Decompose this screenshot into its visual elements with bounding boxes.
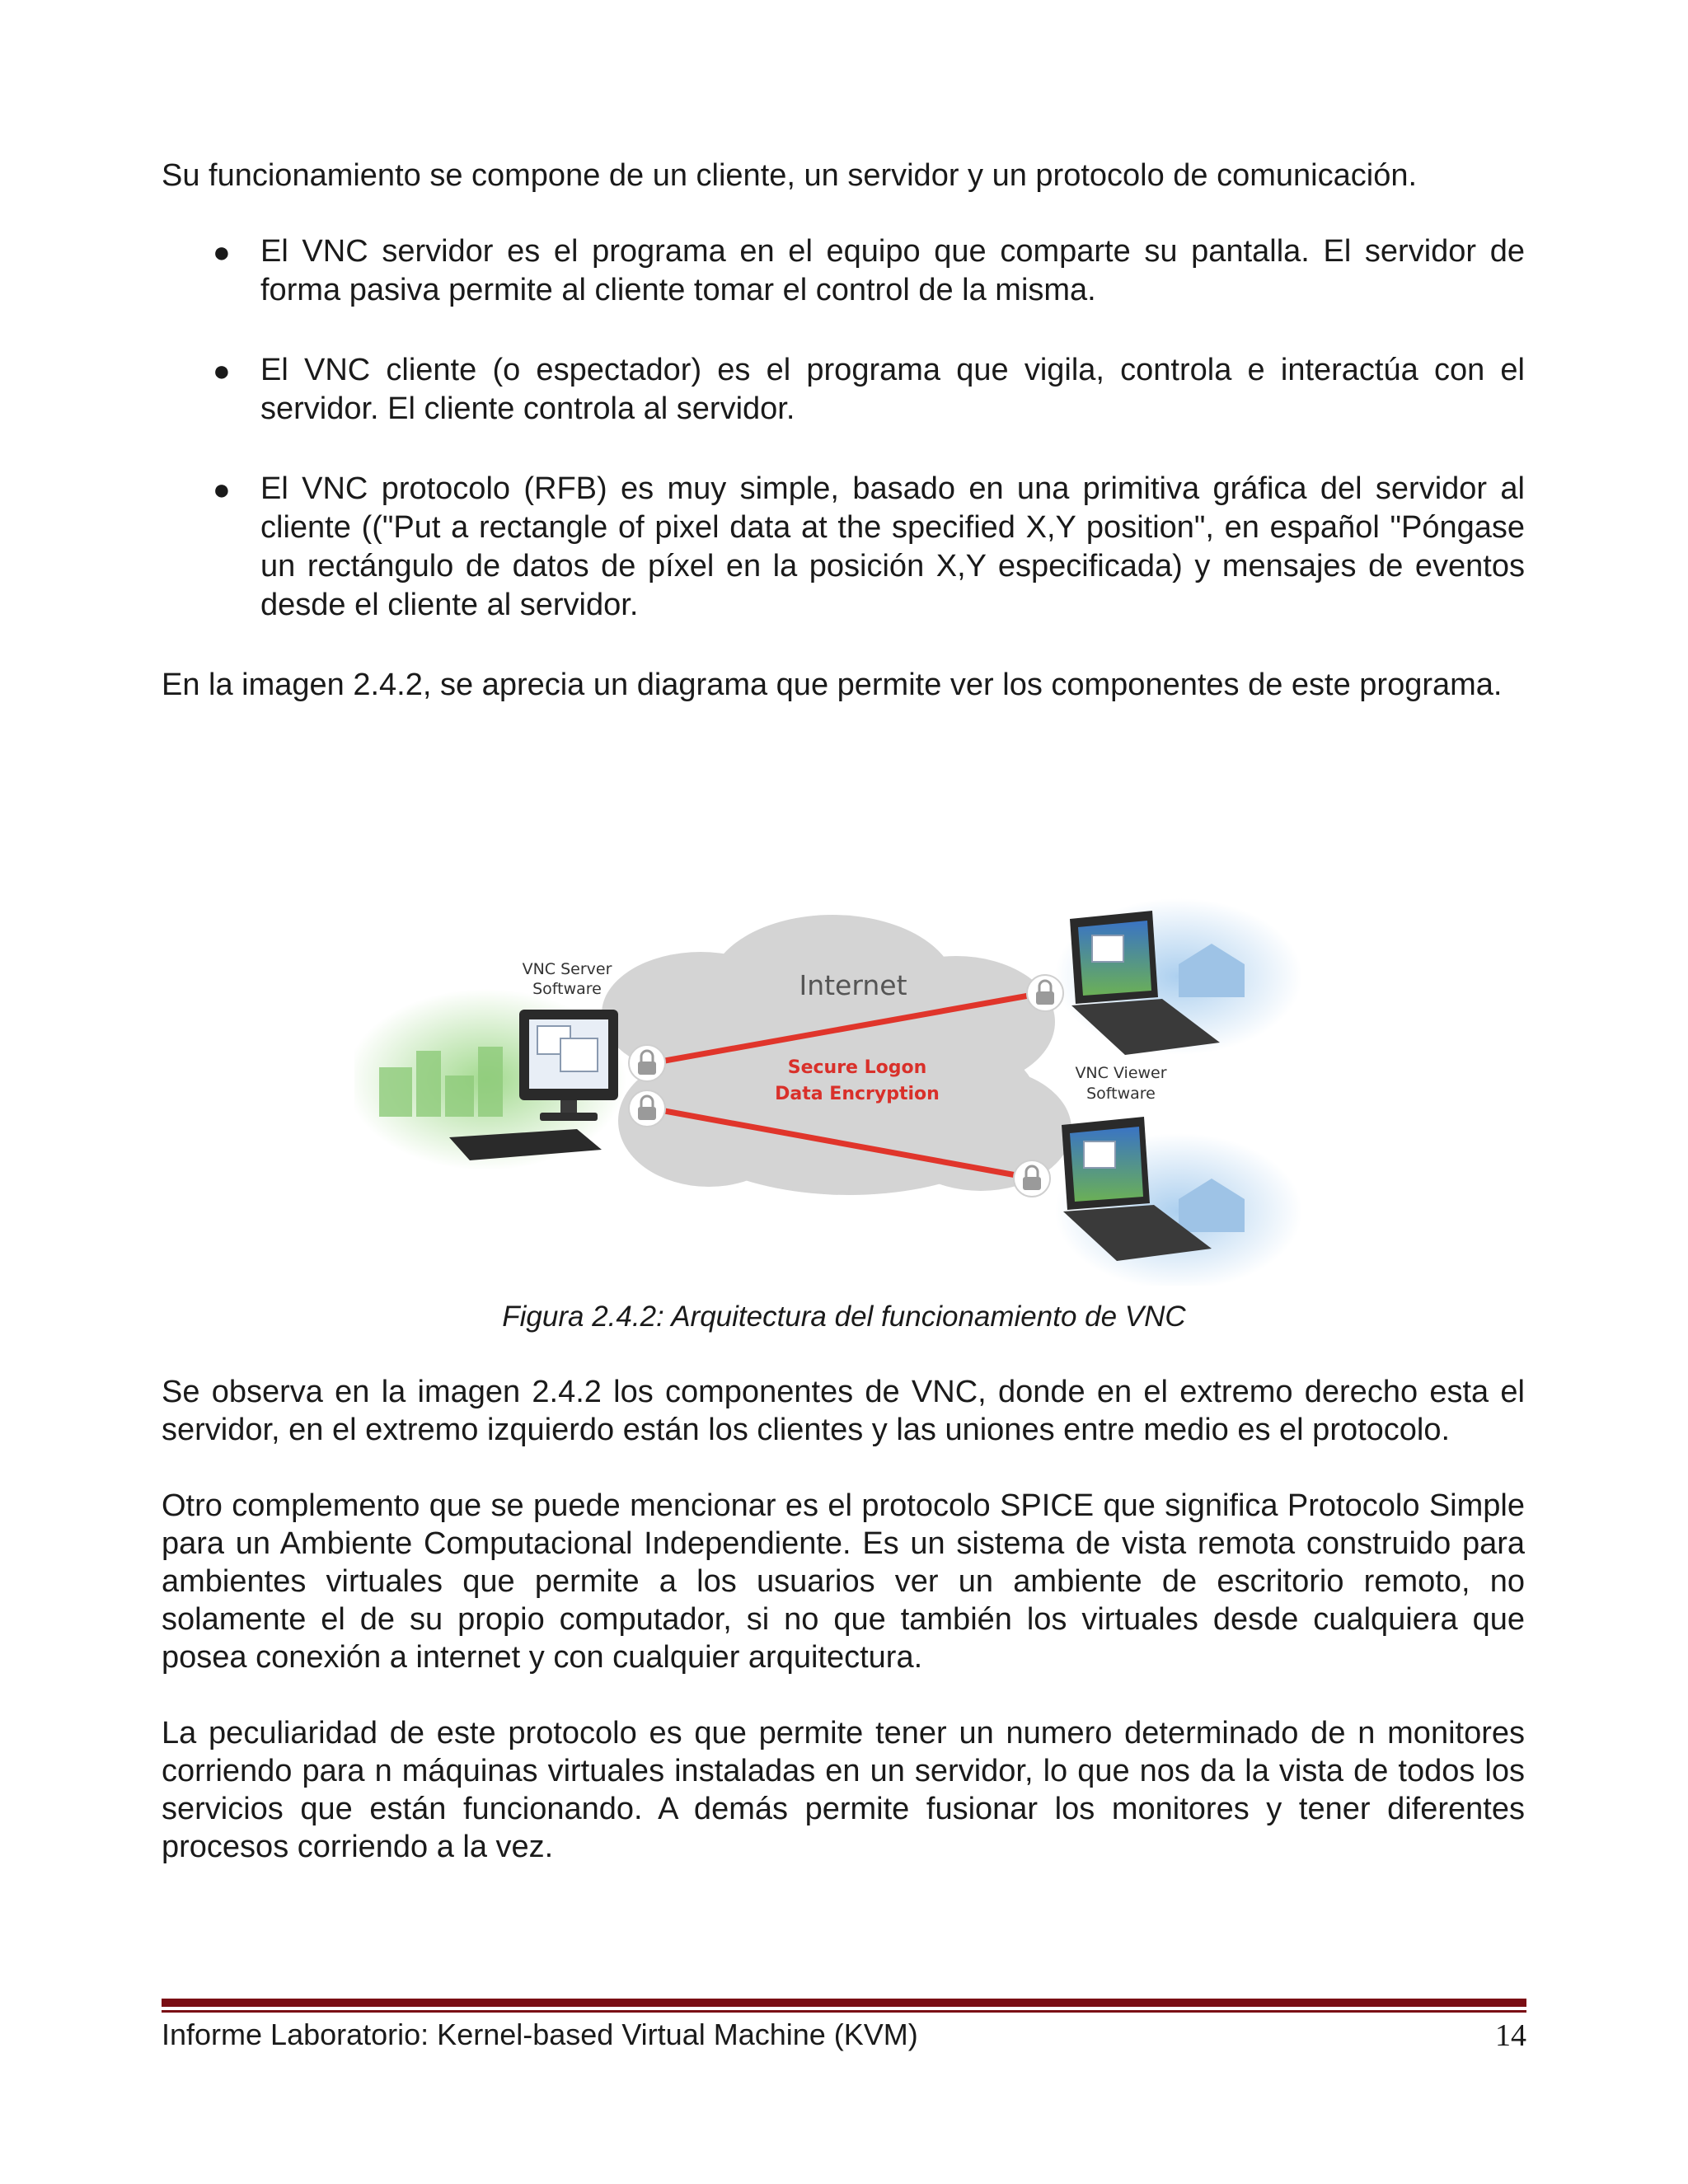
bullet-text: El VNC protocolo (RFB) es muy simple, basado en una primitiva gráfica del servidor al cliente (("Put a rectangle of pixel data at the specified X,Y position", en español "Póngase un rectángulo de datos de píxel en la posición X,Y especificada) y mensajes de eventos desde el cliente al servidor. bbox=[260, 471, 1525, 622]
paragraph: Otro complemento que se puede mencionar es el protocolo SPICE que significa Protocolo Simple para un Ambiente Computacional Independiente. Es un sistema de vista remota construido para ambientes virtuales que permite a los usuarios ver un ambiente de escritorio remoto, no solamente el de su propio computador, si no que también los virtuales desde cualquiera que posea conexión a internet y con cualquier arquitectura. bbox=[162, 1488, 1525, 1675]
bullet-dot-icon: ● bbox=[213, 472, 231, 506]
page-footer bbox=[162, 2018, 1526, 2052]
bullet-dot-icon: ● bbox=[213, 354, 231, 387]
footer-rule-thick bbox=[162, 1999, 1526, 2007]
cloud-label: Internet bbox=[799, 969, 907, 1001]
intro-paragraph: Su funcionamiento se compone de un cliente, un servidor y un protocolo de comunicación. bbox=[162, 158, 1418, 193]
lock-icon bbox=[1014, 1160, 1050, 1197]
bullet-item bbox=[162, 351, 1525, 429]
secure-label-line1: Secure Logon bbox=[787, 1057, 927, 1078]
bullet-dot-icon: ● bbox=[213, 235, 231, 269]
paragraph: Se observa en la imagen 2.4.2 los componentes de VNC, donde en el extremo derecho esta el servidor, en el extremo izquierdo están los clientes y las uniones entre medio es el protocolo. bbox=[162, 1375, 1525, 1447]
lock-icon bbox=[629, 1045, 665, 1081]
figure-caption: Figura 2.4.2: Arquitectura del funcionamiento de VNC bbox=[502, 1301, 1186, 1333]
lower-content bbox=[162, 1373, 1525, 1904]
lock-icon bbox=[1027, 975, 1063, 1011]
bullet-item bbox=[162, 232, 1525, 310]
server-label-line2: Software bbox=[532, 980, 602, 998]
internet-cloud bbox=[602, 915, 1071, 1195]
viewer-label-line1: VNC Viewer bbox=[1075, 1064, 1167, 1082]
lock-icon bbox=[629, 1090, 665, 1127]
footer-rule-thin bbox=[162, 2010, 1526, 2013]
bullet-list bbox=[162, 232, 1525, 625]
paragraph: La peculiaridad de este protocolo es que permite tener un numero determinado de n monitores corriendo para n máquinas virtuales instaladas en un servidor, lo que nos da la vista de todos los servicios que están funcionando. A demás permite fusionar los monitores y tener diferentes procesos corriendo a la vez. bbox=[162, 1716, 1525, 1864]
bullet-text: El VNC cliente (o espectador) es el programa que vigila, controla e interactúa con el servidor. El cliente controla al servidor. bbox=[260, 353, 1525, 426]
top-content bbox=[162, 157, 1525, 704]
bullet-text: El VNC servidor es el programa en el equipo que comparte su pantalla. El servidor de forma pasiva permite al cliente tomar el control de la misma. bbox=[260, 234, 1525, 307]
vnc-architecture-diagram bbox=[354, 898, 1327, 1286]
secure-label-line2: Data Encryption bbox=[775, 1084, 940, 1104]
viewer-label-line2: Software bbox=[1086, 1085, 1156, 1103]
page-number: 14 bbox=[1495, 2018, 1526, 2053]
footer-title: Informe Laboratorio: Kernel-based Virtual Machine (KVM) bbox=[162, 2018, 918, 2051]
server-label-line1: VNC Server bbox=[522, 960, 612, 978]
bullet-item bbox=[162, 470, 1525, 625]
closing-paragraph: En la imagen 2.4.2, se aprecia un diagrama que permite ver los componentes de este programa. bbox=[162, 668, 1503, 702]
